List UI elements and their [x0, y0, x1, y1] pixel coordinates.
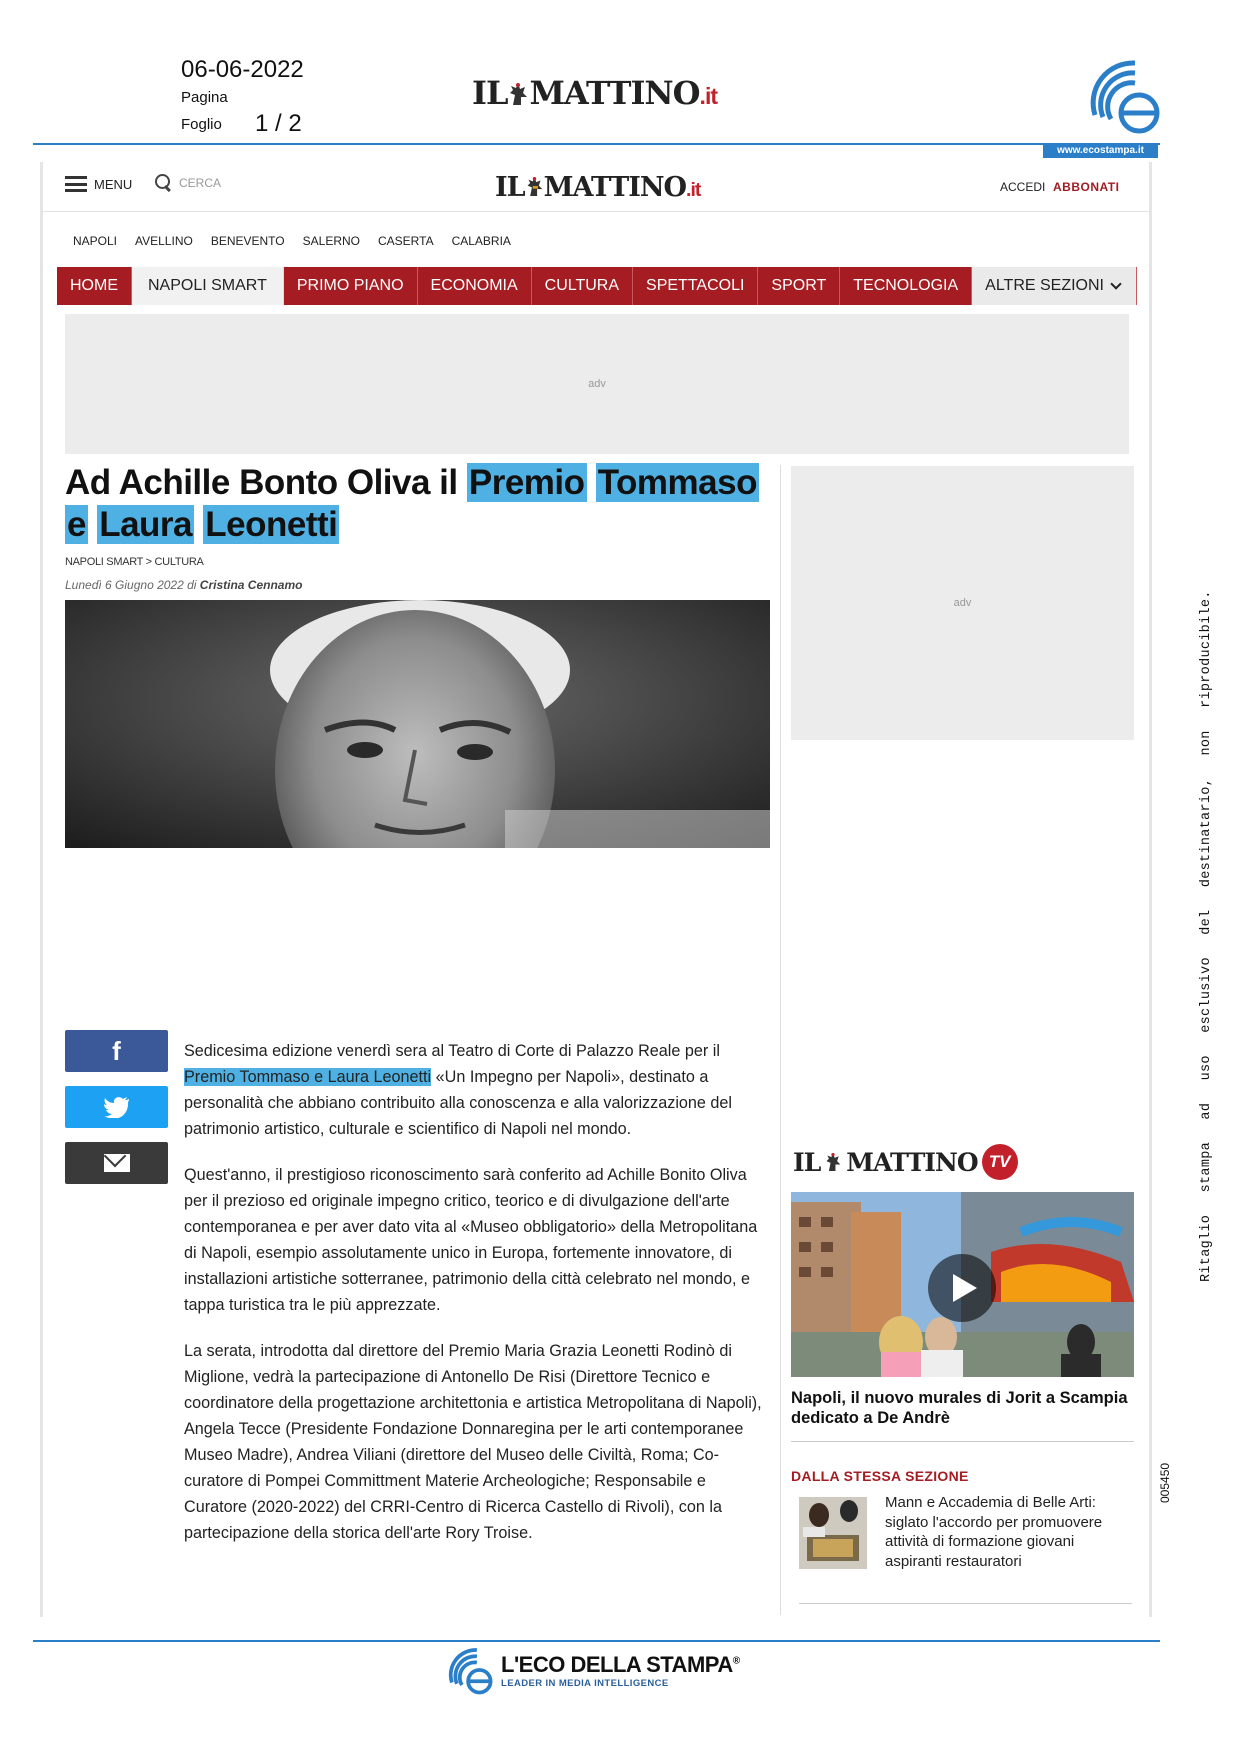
copyright-note: Ritaglio stampa ad uso esclusivo del destinatario, non riproducibile.	[1199, 590, 1214, 1282]
twitter-icon	[104, 1096, 130, 1118]
article-paragraph	[184, 1038, 770, 1142]
title-highlight: Leonetti	[205, 505, 338, 544]
tv-logo-word: MATTINO	[846, 1147, 978, 1177]
footer-registered: ®	[732, 1655, 740, 1667]
search-icon	[155, 174, 173, 192]
tv-logo-il: IL	[793, 1147, 821, 1177]
masthead-word: MATTINO	[529, 74, 700, 112]
masthead-logo	[472, 74, 717, 112]
sidebar-divider	[791, 1441, 1134, 1442]
foglio-label: Foglio	[181, 116, 222, 133]
header-rule	[33, 143, 1160, 145]
city-link-benevento[interactable]: BENEVENTO	[210, 234, 285, 248]
masthead-il: IL	[472, 74, 508, 112]
eco-logo-icon	[1085, 55, 1163, 135]
city-nav	[73, 234, 511, 248]
rooster-icon	[824, 1151, 842, 1173]
masthead-suffix: .it	[699, 83, 718, 109]
nav-cultura[interactable]: CULTURA	[532, 267, 633, 305]
article	[65, 462, 770, 1542]
paragraph-text: Sedicesima edizione venerdì sera al Teatro di Corte di Palazzo Reale per il	[184, 1042, 720, 1060]
article-date: Lunedì 6 Giugno 2022 di	[65, 578, 197, 592]
share-facebook-button[interactable]	[65, 1030, 168, 1072]
footer-text	[501, 1652, 740, 1689]
footer-tagline: LEADER IN MEDIA INTELLIGENCE	[501, 1677, 669, 1689]
mattino-tv-logo[interactable]	[793, 1144, 1018, 1180]
eco-url: www.ecostampa.it	[1043, 144, 1158, 158]
video-title[interactable]: Napoli, il nuovo murales di Jorit a Scampia dedicato a De Andrè	[791, 1389, 1128, 1427]
nav-altre-sezioni-label: ALTRE SEZIONI	[985, 277, 1104, 294]
menu-icon	[65, 176, 87, 192]
facebook-icon: f	[112, 1035, 121, 1066]
related-article-thumbnail	[799, 1497, 867, 1569]
article-photo	[65, 600, 770, 848]
site-logo[interactable]	[495, 172, 700, 203]
foglio-value: 1 / 2	[255, 110, 302, 137]
eco-logo-icon	[445, 1645, 495, 1695]
pagina-label: Pagina	[181, 89, 228, 106]
column-divider	[780, 465, 781, 1615]
rooster-icon	[525, 175, 544, 198]
related-article-title: Mann e Accademia di Belle Arti: siglato l'accordo per promuovere attività di formazione giovani aspiranti restauratori	[885, 1494, 1103, 1570]
search-button[interactable]	[155, 174, 221, 192]
nav-home[interactable]: HOME	[57, 267, 132, 305]
nav-spettacoli[interactable]: SPETTACOLI	[633, 267, 758, 305]
site-logo-word: MATTINO	[543, 172, 687, 203]
share-twitter-button[interactable]	[65, 1086, 168, 1128]
article-paragraph: La serata, introdotta dal direttore del Premio Maria Grazia Leonetti Rodinò di Miglione, vedrà la partecipazione di Antonello De Risi (Direttore Tecnico e coordinatore della progettazione architettonia e artistica Metropolitana di Napoli), Angela Tecce (Presidente Fondazione Donnaregina per le arti contemporanee Museo Madre), Andrea Viliani (direttore del Museo delle Civiltà, Roma; Co-curatore di Pompei Committment Materie Archeologiche; Responsabile e Curatore (2020-2022) del CRRI-Centro di Ricerca Castello di Rivoli), con la partecipazione della storica dell'arte Rory Troise.	[184, 1342, 762, 1542]
tv-badge: TV	[982, 1144, 1018, 1180]
title-text: Ad Achille Bonto Oliva il	[65, 463, 458, 502]
nav-economia[interactable]: ECONOMIA	[418, 267, 532, 305]
breadcrumb[interactable]: NAPOLI SMART > CULTURA	[65, 556, 204, 568]
article-body	[184, 1038, 770, 1566]
title-highlight: Premio	[468, 463, 585, 502]
paragraph-highlight: Premio Tommaso e Laura Leonetti	[184, 1068, 432, 1086]
title-highlight: e	[67, 505, 86, 544]
related-section-heading: DALLA STESSA SEZIONE	[791, 1468, 969, 1484]
city-link-calabria[interactable]: CALABRIA	[451, 234, 511, 248]
nav-napoli-smart[interactable]: NAPOLI SMART	[132, 267, 284, 305]
video-thumbnail[interactable]	[791, 1192, 1134, 1377]
city-link-caserta[interactable]: CASERTA	[378, 234, 434, 248]
title-highlight: Tommaso	[597, 463, 757, 502]
city-link-napoli[interactable]: NAPOLI	[73, 234, 118, 248]
article-paragraph: Quest'anno, il prestigioso riconoscimento sarà conferito ad Achille Bonito Oliva per il prezioso ed originale impegno critico, teorico e di divulgazione dell'arte contemporanea e per aver dato vita al «Museo obbligatorio» della Metropolitana di Napoli, esempio assolutamente unico in Europa, fortemente innovatore, di installazioni artistiche sotterranee, patrimonio della città celebrato nel mondo, e tappa turistica tra le più apprezzate.	[184, 1166, 758, 1314]
menu-button[interactable]	[65, 176, 132, 192]
menu-label: MENU	[94, 176, 133, 192]
title-highlight: Laura	[99, 505, 193, 544]
footer-brand	[501, 1652, 740, 1678]
article-author[interactable]: Cristina Cennamo	[199, 578, 303, 592]
clipping-date: 06-06-2022	[181, 56, 304, 83]
related-article[interactable]	[799, 1493, 1132, 1603]
mail-icon	[104, 1154, 130, 1172]
sidebar-divider	[799, 1603, 1132, 1604]
footer-logo	[445, 1645, 740, 1695]
login-link[interactable]: ACCEDI	[1000, 180, 1046, 194]
site-logo-il: IL	[495, 172, 525, 203]
share-email-button[interactable]	[65, 1142, 168, 1184]
article-title	[65, 462, 770, 546]
clipping-header	[0, 0, 1248, 160]
section-nav	[57, 267, 1137, 305]
rooster-icon	[507, 81, 529, 107]
nav-primo-piano[interactable]: PRIMO PIANO	[284, 267, 418, 305]
site-topbar	[43, 162, 1149, 212]
ad-banner-top[interactable]: adv	[65, 314, 1129, 454]
byline	[65, 578, 770, 592]
chevron-down-icon	[1110, 278, 1121, 289]
site-logo-suffix: .it	[686, 179, 701, 201]
paragraph-text: «Un Impegno per Napoli», destinato a personalità che abbiano contribuito alla conoscenza e alla valorizzazione del patrimonio artistico, culturale e scientifico di Napoli nel mondo.	[184, 1068, 733, 1138]
nav-altre-sezioni[interactable]	[972, 267, 1137, 305]
clipping-code: 005450	[1158, 1462, 1172, 1503]
nav-sport[interactable]: SPORT	[758, 267, 840, 305]
footer-rule	[33, 1640, 1160, 1642]
footer-brand-text: L'ECO DELLA STAMPA	[501, 1651, 733, 1677]
subscribe-link[interactable]: ABBONATI	[1053, 180, 1120, 194]
city-link-avellino[interactable]: AVELLINO	[135, 234, 193, 248]
city-link-salerno[interactable]: SALERNO	[302, 234, 360, 248]
search-placeholder: CERCA	[179, 176, 222, 190]
website-frame	[40, 162, 1152, 1617]
ad-sidebar[interactable]: adv	[791, 466, 1134, 740]
nav-tecnologia[interactable]: TECNOLOGIA	[840, 267, 972, 305]
